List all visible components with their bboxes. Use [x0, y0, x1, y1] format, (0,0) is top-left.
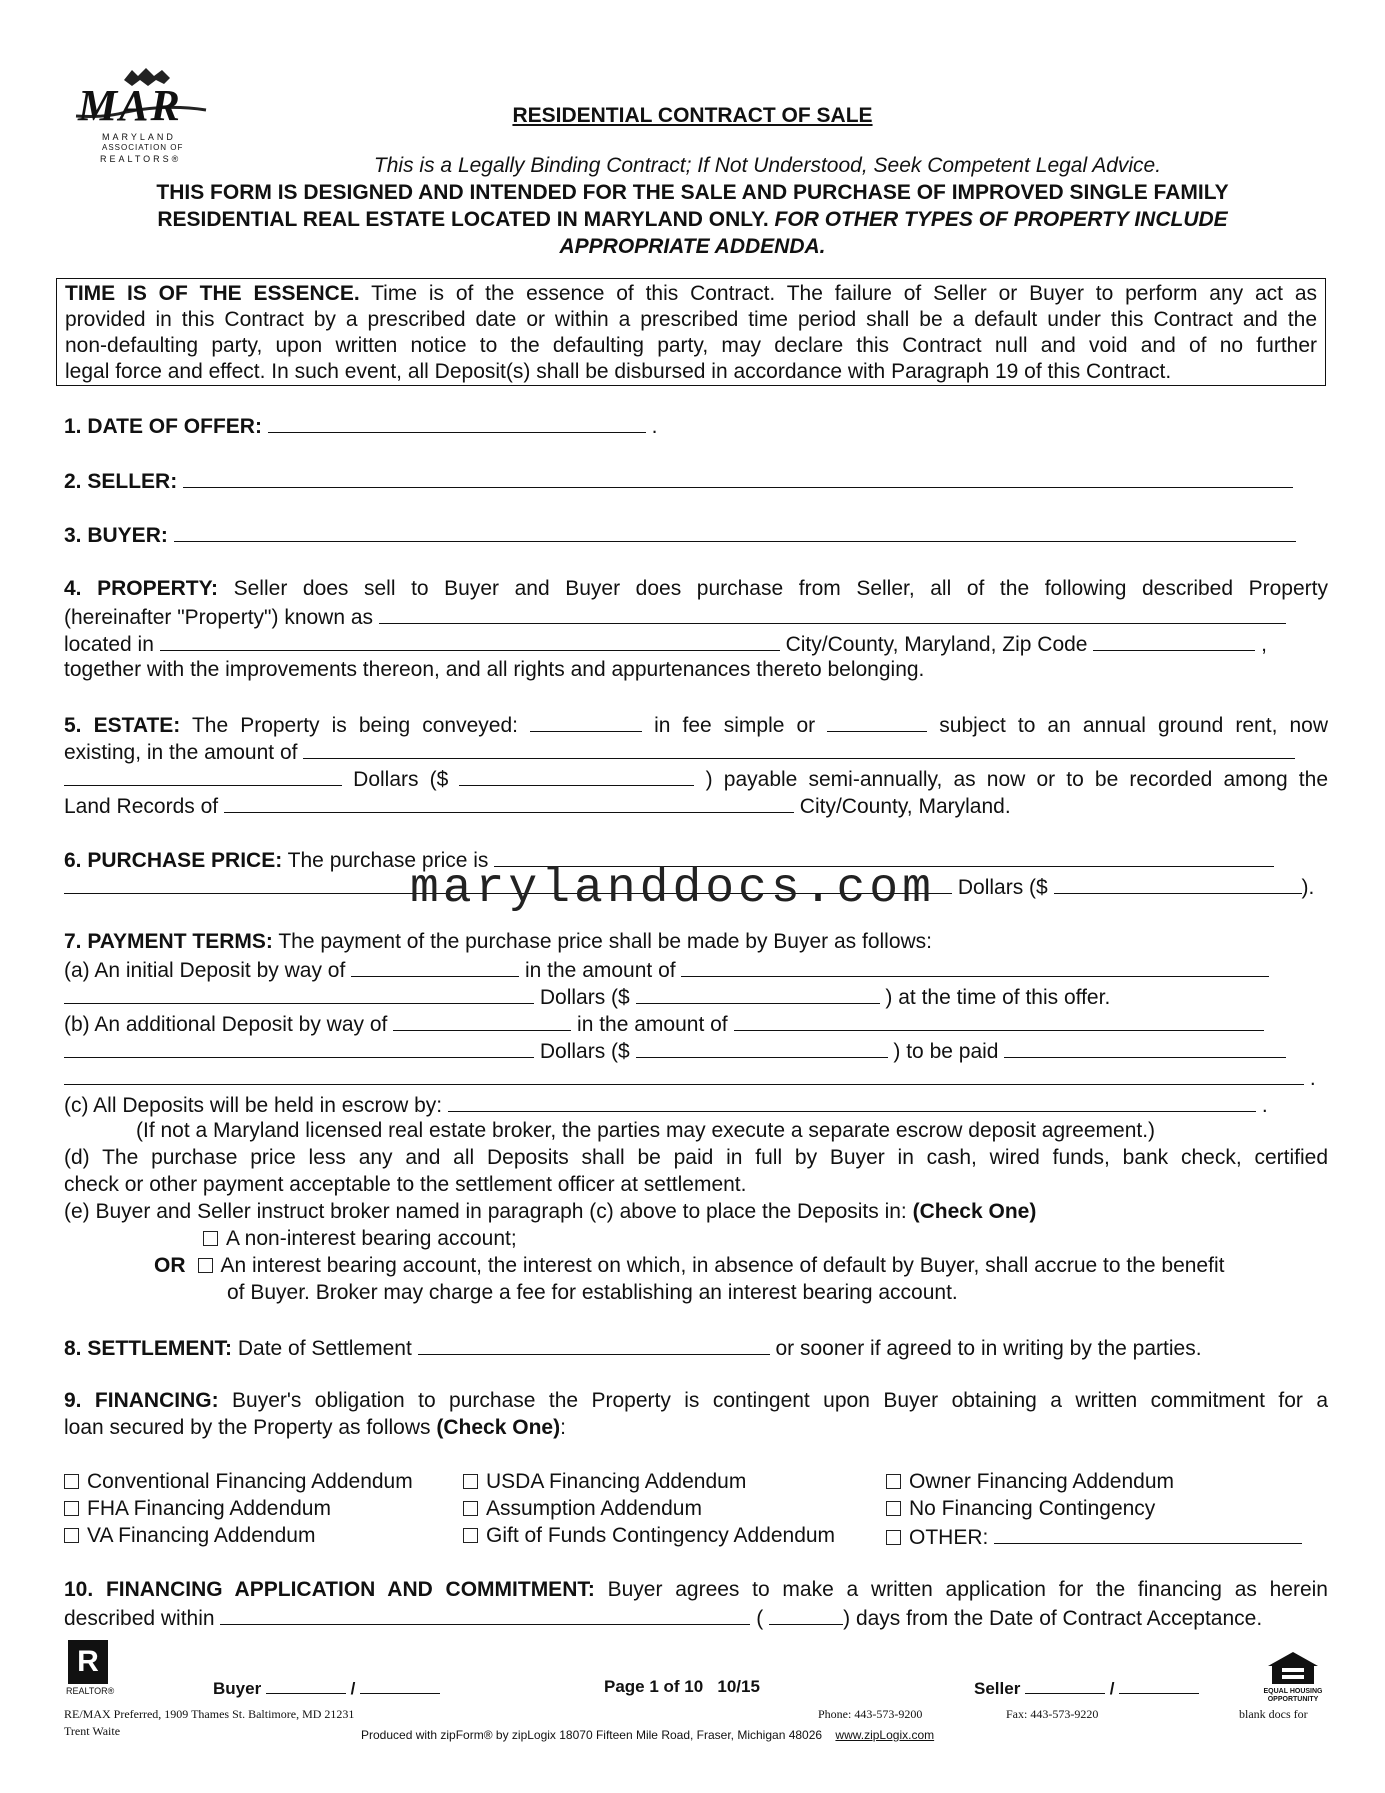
page-number: Page 1 of 10	[604, 1677, 704, 1696]
legal-advice: This is a Legally Binding Contract; If Not Understood, Seek Competent Legal Advice.	[373, 154, 1162, 177]
no-financing-checkbox[interactable]	[886, 1501, 901, 1516]
other-label: OTHER:	[909, 1526, 989, 1549]
deposit-b-dollars-field[interactable]	[636, 1037, 888, 1058]
owner-checkbox[interactable]	[886, 1474, 901, 1489]
watermark: marylanddocs.com	[410, 862, 935, 916]
office-address: RE/MAX Preferred, 1909 Thames St. Baltimore, MD 21231	[64, 1707, 355, 1721]
ground-rent-field[interactable]	[827, 711, 927, 732]
no-financing-label: No Financing Contingency	[909, 1497, 1156, 1520]
fha-label: FHA Financing Addendum	[87, 1497, 331, 1520]
deposit-b-method-field[interactable]	[393, 1010, 571, 1031]
escrow-note: (If not a Maryland licensed real estate broker, the parties may execute a separate escrow deposit agreement.)	[136, 1119, 1156, 1142]
option-usda	[463, 1469, 843, 1495]
essence-line-4: legal force and effect. In such event, all Deposit(s) shall be disbursed in accordance with Paragraph 19 of this Contract.	[65, 360, 1172, 383]
usda-label: USDA Financing Addendum	[486, 1470, 747, 1493]
financing-check-one: (Check One)	[436, 1416, 561, 1439]
payment-line-b3: .	[64, 1064, 1328, 1092]
property-city-zip: City/County, Maryland, Zip Code	[785, 633, 1088, 656]
form-revision: 10/15	[717, 1677, 760, 1696]
seller-initials-field-2[interactable]	[1119, 1677, 1199, 1694]
seller-label: 2. SELLER:	[64, 470, 178, 493]
estate-text-1c: subject to an annual ground rent, now	[939, 714, 1328, 737]
property-label: 4. PROPERTY:	[64, 577, 219, 600]
property-location-field[interactable]	[160, 630, 780, 651]
buyer-field[interactable]	[174, 521, 1296, 542]
escrow-text: (c) All Deposits will be held in escrow by:	[64, 1094, 443, 1117]
price-text-2: Dollars ($	[957, 876, 1048, 899]
logo-line3: REALTORS®	[100, 154, 182, 164]
non-interest-checkbox[interactable]	[203, 1231, 218, 1246]
payment-line-a1	[64, 956, 1328, 984]
section-seller	[64, 467, 1328, 495]
payment-line-a2	[64, 983, 1328, 1011]
payment-e-check-one: (Check One)	[912, 1200, 1037, 1223]
estate-label: 5. ESTATE:	[64, 714, 181, 737]
payment-line-b2	[64, 1037, 1328, 1065]
seller-initials-field-1[interactable]	[1025, 1677, 1105, 1694]
option-conventional	[64, 1469, 444, 1495]
payment-line-b1	[64, 1010, 1328, 1038]
non-interest-label: A non-interest bearing account;	[226, 1227, 517, 1250]
property-text-4: together with the improvements thereon, and all rights and appurtenances thereto belonging.	[64, 658, 925, 681]
estate-text-1b: in fee simple or	[654, 714, 816, 737]
va-checkbox[interactable]	[64, 1528, 79, 1543]
section-date-of-offer: 1. DATE OF OFFER: .	[64, 412, 1328, 440]
deposit-a-method-field[interactable]	[351, 956, 519, 977]
owner-label: Owner Financing Addendum	[909, 1470, 1174, 1493]
financing-colon: :	[560, 1416, 566, 1439]
gift-label: Gift of Funds Contingency Addendum	[486, 1524, 836, 1547]
settlement-date-field[interactable]	[418, 1334, 770, 1355]
estate-text-2: existing, in the amount of	[64, 741, 298, 764]
property-line-3: located in City/County, Maryland, Zip Code ,	[64, 630, 1328, 658]
payment-e1	[64, 1199, 1328, 1225]
application-text-1: Buyer agrees to make a written application for the financing as herein	[607, 1578, 1328, 1601]
settlement-text-1: Date of Settlement	[237, 1337, 412, 1360]
estate-line-4	[64, 792, 1328, 820]
buyer-initials-label: Buyer	[213, 1679, 262, 1698]
logo-line2: ASSOCIATION OF	[102, 143, 184, 152]
assumption-checkbox[interactable]	[463, 1501, 478, 1516]
deposit-b-words-field[interactable]	[64, 1037, 534, 1058]
deposit-a-text-4: ) at the time of this offer.	[885, 986, 1111, 1009]
land-records-field[interactable]	[224, 792, 794, 813]
buyer-initials-slash: /	[350, 1679, 356, 1698]
application-paren-open: (	[756, 1607, 764, 1630]
option-gift	[463, 1523, 883, 1549]
property-located-in: located in	[64, 633, 154, 656]
realtor-label: REALTOR®	[66, 1686, 115, 1696]
application-label: 10. FINANCING APPLICATION AND COMMITMENT:	[64, 1578, 595, 1601]
non-interest-option	[203, 1226, 1385, 1252]
essence-line-2: provided in this Contract by a prescribed date or within a prescribed time period shall be a default under this Contract and the	[65, 308, 1317, 331]
va-label: VA Financing Addendum	[87, 1524, 316, 1547]
purpose-line-2b: FOR OTHER TYPES OF PROPERTY INCLUDE	[774, 208, 1228, 231]
produced-with	[361, 1728, 934, 1742]
deposit-a-text-1: (a) An initial Deposit by way of	[64, 959, 346, 982]
deposit-b-text-2: in the amount of	[577, 1013, 728, 1036]
interest-label: An interest bearing account, the interest on which, in absence of default by Buyer, shall accrue to the benefit	[220, 1254, 1225, 1277]
seller-initials-label: Seller	[974, 1679, 1021, 1698]
payment-text-1: The payment of the purchase price shall be made by Buyer as follows:	[278, 930, 933, 953]
purpose-line-1: THIS FORM IS DESIGNED AND INTENDED FOR THE SALE AND PURCHASE OF IMPROVED SINGLE FAMILY	[156, 181, 1229, 204]
conventional-label: Conventional Financing Addendum	[87, 1470, 413, 1493]
option-no-financing	[886, 1496, 1266, 1522]
escrow-holder-field[interactable]	[448, 1091, 1256, 1112]
seller-initials	[974, 1677, 1199, 1699]
buyer-initials-field-1[interactable]	[266, 1677, 346, 1694]
property-text-1: Seller does sell to Buyer and Buyer does purchase from Seller, all of the following described Property	[233, 577, 1328, 600]
property-zip-field[interactable]	[1093, 630, 1255, 651]
logo-mark: MAR	[78, 81, 182, 130]
payment-e-text: (e) Buyer and Seller instruct broker named in paragraph (c) above to place the Deposits in:	[64, 1200, 907, 1223]
date-of-offer-field[interactable]	[268, 412, 646, 433]
deposit-b-text-4: ) to be paid	[893, 1040, 999, 1063]
option-other	[886, 1523, 1328, 1551]
deposit-b-due-field-2[interactable]	[64, 1064, 1304, 1085]
estate-text-3b: ) payable semi-annually, as now or to be recorded among the	[705, 768, 1328, 791]
price-text-1: The purchase price is	[287, 849, 489, 872]
conventional-checkbox[interactable]	[64, 1474, 79, 1489]
equal-housing-label: EQUAL HOUSING OPPORTUNITY	[1263, 1688, 1323, 1703]
financing-text-1: Buyer's obligation to purchase the Property is contingent upon Buyer obtaining a written commitment for a	[232, 1389, 1328, 1412]
usda-checkbox[interactable]	[463, 1474, 478, 1489]
deposit-a-amount-field[interactable]	[681, 956, 1269, 977]
deposit-b-due-field[interactable]	[1004, 1037, 1286, 1058]
estate-text-4a: Land Records of	[64, 795, 219, 818]
financing-line-2	[64, 1415, 1328, 1441]
essence-heading: TIME IS OF THE ESSENCE.	[65, 282, 360, 305]
ziplogix-link[interactable]: www.zipLogix.com	[835, 1728, 935, 1742]
estate-line-1	[64, 711, 1328, 739]
purpose-line-2a: RESIDENTIAL REAL ESTATE LOCATED IN MARYLAND ONLY.	[157, 208, 769, 231]
essence-box	[56, 278, 1326, 386]
estate-text-4b: City/County, Maryland.	[799, 795, 1011, 818]
interest-option	[154, 1253, 1385, 1279]
application-days-words-field[interactable]	[220, 1604, 750, 1625]
estate-line-3	[64, 765, 1328, 793]
equal-housing-logo	[1262, 1650, 1324, 1702]
payment-d2: check or other payment acceptable to the settlement officer at settlement.	[64, 1173, 747, 1196]
option-va	[64, 1523, 444, 1549]
payment-label: 7. PAYMENT TERMS:	[64, 930, 273, 953]
equal-housing-icon	[1262, 1650, 1324, 1686]
option-owner	[886, 1469, 1266, 1495]
option-assumption	[463, 1496, 843, 1522]
application-line-2	[64, 1604, 1328, 1632]
payment-line-c: (c) All Deposits will be held in escrow by: .	[64, 1091, 1328, 1119]
financing-text-2a: loan secured by the Property as follows	[64, 1416, 431, 1439]
price-label: 6. PURCHASE PRICE:	[64, 849, 283, 872]
ground-rent-words-field[interactable]	[64, 765, 342, 786]
page-info	[604, 1677, 760, 1697]
page-title: RESIDENTIAL CONTRACT OF SALE	[512, 104, 873, 127]
section-settlement	[64, 1334, 1328, 1362]
purpose-line-3: APPROPRIATE ADDENDA.	[559, 235, 826, 258]
application-text-2a: described within	[64, 1607, 215, 1630]
agent-name: Trent Waite	[64, 1724, 121, 1738]
realtor-logo	[66, 1640, 114, 1702]
financing-label: 9. FINANCING:	[64, 1389, 219, 1412]
settlement-text-2: or sooner if agreed to in writing by the parties.	[775, 1337, 1202, 1360]
section-buyer	[64, 521, 1328, 549]
deposit-b-text-3: Dollars ($	[539, 1040, 630, 1063]
purchase-price-dollars-field[interactable]	[1054, 873, 1302, 894]
property-text-2: (hereinafter "Property") known as	[64, 606, 374, 629]
property-line-1	[64, 576, 1328, 602]
buyer-label: 3. BUYER:	[64, 524, 168, 547]
estate-text-1a: The Property is being conveyed:	[191, 714, 518, 737]
estate-line-2	[64, 738, 1328, 766]
deposit-a-dollars-field[interactable]	[636, 983, 880, 1004]
or-label: OR	[154, 1254, 186, 1277]
deposit-a-words-field[interactable]	[64, 983, 534, 1004]
purpose-line-2	[0, 208, 1385, 232]
other-checkbox[interactable]	[886, 1530, 901, 1545]
ground-rent-dollars-field[interactable]	[459, 765, 694, 786]
property-known-as-field[interactable]	[379, 603, 1286, 624]
deposit-b-text-1: (b) An additional Deposit by way of	[64, 1013, 388, 1036]
fee-simple-field[interactable]	[530, 711, 642, 732]
seller-initials-slash: /	[1109, 1679, 1115, 1698]
estate-text-3a: Dollars ($	[353, 768, 449, 791]
ground-rent-amount-field[interactable]	[303, 738, 1295, 759]
interest-checkbox[interactable]	[198, 1258, 213, 1273]
document-name: blank docs for	[1239, 1707, 1308, 1721]
deposit-a-text-2: in the amount of	[524, 959, 676, 982]
gift-checkbox[interactable]	[463, 1528, 478, 1543]
application-text-2c: ) days from the Date of Contract Acceptance.	[843, 1607, 1263, 1630]
seller-field[interactable]	[183, 467, 1293, 488]
office-fax: Fax: 443-573-9220	[1006, 1707, 1099, 1721]
deposit-b-amount-field[interactable]	[734, 1010, 1264, 1031]
date-of-offer-label: 1. DATE OF OFFER:	[64, 415, 262, 438]
buyer-initials-field-2[interactable]	[360, 1677, 440, 1694]
fha-checkbox[interactable]	[64, 1501, 79, 1516]
logo-line1: MARYLAND	[102, 132, 176, 142]
deposit-a-text-3: Dollars ($	[539, 986, 630, 1009]
interest-label-2: of Buyer. Broker may charge a fee for establishing an interest bearing account.	[227, 1281, 958, 1304]
property-line-2	[64, 603, 1328, 631]
settlement-label: 8. SETTLEMENT:	[64, 1337, 233, 1360]
essence-line-3: non-defaulting party, upon written notice to the defaulting party, may declare this Contract null and void and of no further	[65, 334, 1317, 357]
realtor-r-icon: R	[68, 1640, 108, 1684]
price-text-2-end: ).	[1301, 876, 1315, 899]
produced-text: Produced with zipForm® by zipLogix 18070 Fifteen Mile Road, Fraser, Michigan 48026	[361, 1728, 823, 1742]
option-fha	[64, 1496, 444, 1522]
application-days-field[interactable]	[769, 1604, 843, 1625]
assumption-label: Assumption Addendum	[486, 1497, 702, 1520]
application-line-1	[64, 1577, 1328, 1603]
essence-line-1	[65, 281, 1317, 307]
buyer-initials	[213, 1677, 440, 1699]
essence-text-1: Time is of the essence of this Contract. The failure of Seller or Buyer to perform any act as	[371, 282, 1317, 305]
office-phone: Phone: 443-573-9200	[818, 1707, 923, 1721]
other-field[interactable]	[994, 1523, 1302, 1544]
payment-d1: (d) The purchase price less any and all Deposits shall be paid in full by Buyer in cash, wired funds, bank check, certified	[64, 1146, 1328, 1169]
payment-line-1	[64, 929, 1328, 955]
financing-line-1	[64, 1388, 1328, 1414]
